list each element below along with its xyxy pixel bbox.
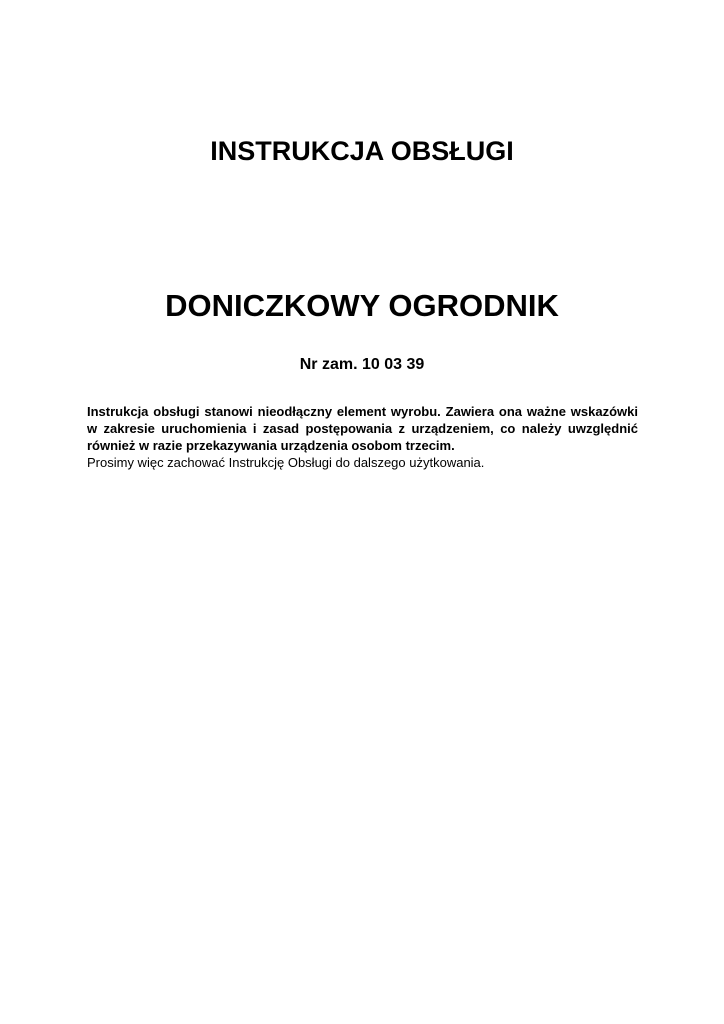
notice-normal-text: Prosimy więc zachować Instrukcję Obsługi do dalszego użytkowania. [87, 455, 485, 470]
notice-paragraph [87, 403, 638, 471]
product-name: DONICZKOWY OGRODNIK [165, 288, 559, 323]
order-number: Nr zam. 10 03 39 [299, 356, 425, 373]
document-heading: INSTRUKCJA OBSŁUGI [210, 136, 514, 166]
notice-bold-text: Instrukcja obsługi stanowi nieodłączny element wyrobu. Zawiera ona ważne wskazówki w zakresie uruchomienia i zasad postępowania z urządzeniem, co należy uwzględnić również w razie przekazywania urządzenia osobom trzecim. [87, 404, 638, 453]
